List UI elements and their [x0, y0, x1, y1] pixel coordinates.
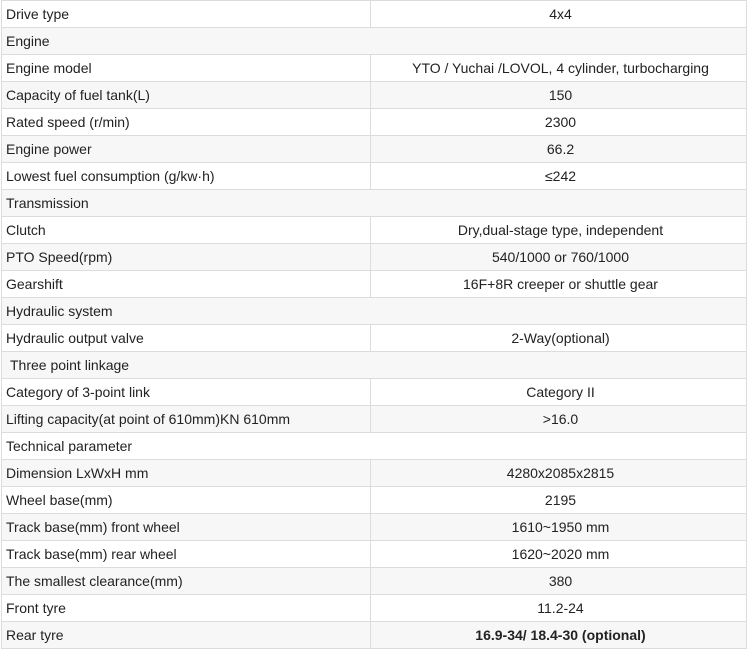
- row-label: Lifting capacity(at point of 610mm)KN 610mm: [2, 406, 371, 433]
- table-row: [2, 406, 747, 433]
- table-row: [2, 271, 747, 298]
- section-row: [2, 190, 747, 217]
- table-row: [2, 217, 747, 244]
- section-row: [2, 352, 747, 379]
- table-row: [2, 325, 747, 352]
- section-heading: Engine: [2, 28, 747, 55]
- table-row: [2, 568, 747, 595]
- row-value: >16.0: [371, 406, 747, 433]
- row-value: 380: [371, 568, 747, 595]
- table-row: [2, 163, 747, 190]
- row-value: 2-Way(optional): [371, 325, 747, 352]
- row-value: 1620~2020 mm: [371, 541, 747, 568]
- table-row: [2, 514, 747, 541]
- row-value: ≤242: [371, 163, 747, 190]
- section-row: [2, 28, 747, 55]
- row-label: Capacity of fuel tank(L): [2, 82, 371, 109]
- row-label: Rated speed (r/min): [2, 109, 371, 136]
- table-row: [2, 136, 747, 163]
- row-value: 540/1000 or 760/1000: [371, 244, 747, 271]
- row-value: 11.2-24: [371, 595, 747, 622]
- section-heading: Transmission: [2, 190, 747, 217]
- section-heading: Three point linkage: [2, 352, 747, 379]
- table-row: [2, 109, 747, 136]
- row-value: 4x4: [371, 1, 747, 28]
- row-label: The smallest clearance(mm): [2, 568, 371, 595]
- row-label: PTO Speed(rpm): [2, 244, 371, 271]
- row-label: Dimension LxWxH mm: [2, 460, 371, 487]
- table-row: [2, 1, 747, 28]
- row-label: Rear tyre: [2, 622, 371, 649]
- table-row: [2, 460, 747, 487]
- row-label: Clutch: [2, 217, 371, 244]
- row-value: 150: [371, 82, 747, 109]
- table-row: [2, 82, 747, 109]
- row-value: 66.2: [371, 136, 747, 163]
- row-label: Track base(mm) front wheel: [2, 514, 371, 541]
- section-row: [2, 433, 747, 460]
- table-row: [2, 541, 747, 568]
- row-label: Track base(mm) rear wheel: [2, 541, 371, 568]
- section-row: [2, 298, 747, 325]
- table-row: [2, 244, 747, 271]
- row-value: YTO / Yuchai /LOVOL, 4 cylinder, turbocharging: [371, 55, 747, 82]
- table-row: [2, 487, 747, 514]
- row-value: Category II: [371, 379, 747, 406]
- row-label: Engine power: [2, 136, 371, 163]
- row-value: Dry,dual-stage type, independent: [371, 217, 747, 244]
- row-label: Hydraulic output valve: [2, 325, 371, 352]
- section-heading: Hydraulic system: [2, 298, 747, 325]
- row-label: Front tyre: [2, 595, 371, 622]
- row-value: 16F+8R creeper or shuttle gear: [371, 271, 747, 298]
- row-value: 2195: [371, 487, 747, 514]
- row-value: 16.9-34/ 18.4-30 (optional): [371, 622, 747, 649]
- table-row: [2, 622, 747, 649]
- table-row: [2, 55, 747, 82]
- row-label: Lowest fuel consumption (g/kw·h): [2, 163, 371, 190]
- row-label: Engine model: [2, 55, 371, 82]
- spec-table: [1, 0, 747, 649]
- row-value: 2300: [371, 109, 747, 136]
- row-label: Drive type: [2, 1, 371, 28]
- table-row: [2, 595, 747, 622]
- row-value: 1610~1950 mm: [371, 514, 747, 541]
- section-heading: Technical parameter: [2, 433, 747, 460]
- row-label: Wheel base(mm): [2, 487, 371, 514]
- table-row: [2, 379, 747, 406]
- row-label: Gearshift: [2, 271, 371, 298]
- row-value: 4280x2085x2815: [371, 460, 747, 487]
- row-label: Category of 3-point link: [2, 379, 371, 406]
